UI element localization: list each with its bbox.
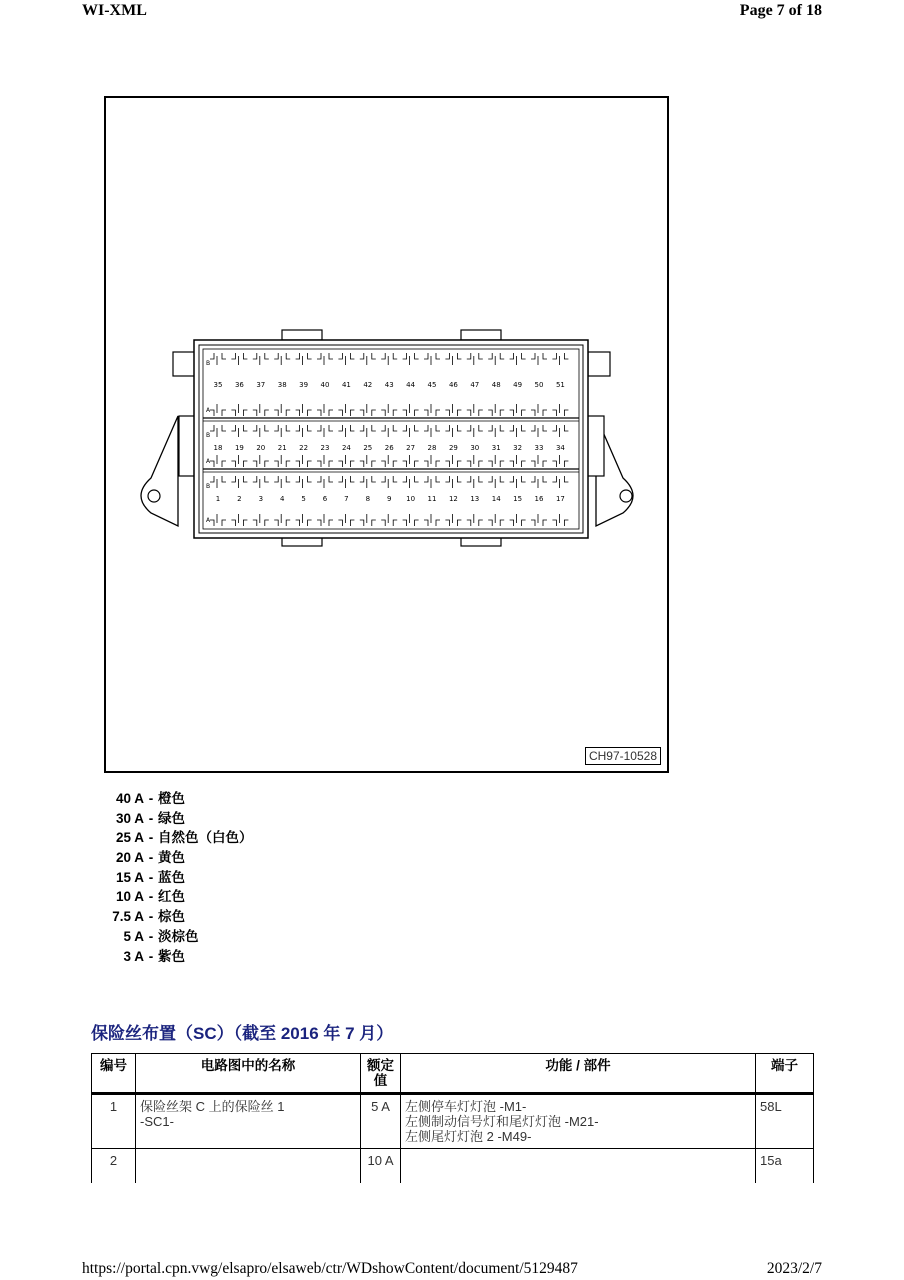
legend-separator: - bbox=[148, 909, 154, 925]
cell-terminal: 58L bbox=[756, 1094, 814, 1149]
legend-item bbox=[90, 868, 253, 888]
legend-color: 蓝色 bbox=[158, 869, 185, 885]
fuse-slot-number: 41 bbox=[341, 381, 351, 389]
cell-name bbox=[136, 1094, 361, 1149]
cell-name bbox=[136, 1149, 361, 1183]
fuse-slot-number: 33 bbox=[534, 444, 544, 452]
row-side-label: A bbox=[206, 458, 211, 465]
name-line: -SC1- bbox=[140, 1114, 174, 1129]
fuse-slot-number: 11 bbox=[427, 495, 437, 503]
cell-rating: 5 A bbox=[361, 1094, 401, 1149]
fuse-slot-number: 34 bbox=[555, 444, 565, 452]
fuse-slot-number: 18 bbox=[213, 444, 223, 452]
fuse-slot-number: 3 bbox=[258, 495, 264, 503]
function-line: 左侧停车灯灯泡 -M1- bbox=[405, 1099, 527, 1114]
fuse-slot-number: 25 bbox=[363, 444, 373, 452]
legend-item bbox=[90, 907, 253, 927]
fuse-holder-drawing bbox=[106, 98, 667, 771]
fuse-slot-number: 49 bbox=[513, 381, 523, 389]
figure-id-label: CH97-10528 bbox=[585, 747, 661, 765]
row-side-label: A bbox=[206, 407, 211, 414]
legend-color: 黄色 bbox=[158, 850, 185, 866]
legend-separator: - bbox=[148, 830, 154, 846]
col-header-terminal: 端子 bbox=[756, 1054, 814, 1094]
table-header-row bbox=[92, 1054, 814, 1094]
col-header-rating: 额定值 bbox=[361, 1054, 401, 1094]
section-title: 保险丝布置（SC）（截至 2016 年 7 月） bbox=[91, 1024, 394, 1043]
fuse-slot-number: 22 bbox=[299, 444, 309, 452]
legend-amperage: 10 A bbox=[115, 889, 144, 905]
name-line: 保险丝架 C 上的保险丝 1 bbox=[140, 1099, 285, 1114]
legend-item bbox=[90, 887, 253, 907]
fuse-slot-number: 26 bbox=[384, 444, 394, 452]
legend-separator: - bbox=[148, 948, 154, 964]
page-number: Page 7 of 18 bbox=[739, 2, 822, 19]
fuse-slot-number: 27 bbox=[406, 444, 416, 452]
fuse-slot-number: 8 bbox=[365, 495, 371, 503]
legend-amperage: 30 A bbox=[115, 810, 144, 826]
legend-amperage: 3 A bbox=[123, 948, 144, 964]
function-line: 左侧尾灯灯泡 2 -M49- bbox=[405, 1129, 532, 1144]
fuse-slot-number: 21 bbox=[277, 444, 287, 452]
legend-item bbox=[90, 848, 253, 868]
legend-item bbox=[90, 789, 253, 809]
table-row bbox=[92, 1149, 814, 1183]
legend-amperage: 25 A bbox=[115, 830, 144, 846]
col-header-name: 电路图中的名称 bbox=[136, 1054, 361, 1094]
fuse-slot-number: 5 bbox=[301, 495, 306, 503]
fuse-slot-number: 24 bbox=[341, 444, 351, 452]
legend-amperage: 5 A bbox=[123, 928, 144, 944]
fuse-slot-number: 48 bbox=[491, 381, 501, 389]
fuse-slot-number: 51 bbox=[555, 381, 565, 389]
fuse-slot-number: 46 bbox=[448, 381, 458, 389]
legend-separator: - bbox=[148, 889, 154, 905]
legend-amperage: 40 A bbox=[115, 791, 144, 806]
fuse-slot-number: 39 bbox=[299, 381, 309, 389]
fuse-slot-number: 35 bbox=[213, 381, 223, 389]
fuse-slot-number: 31 bbox=[491, 444, 501, 452]
fuse-slot-number: 29 bbox=[448, 444, 458, 452]
legend-item bbox=[90, 927, 253, 947]
fuse-slot-number: 38 bbox=[277, 381, 287, 389]
fuse-slot-number: 43 bbox=[384, 381, 394, 389]
fuse-slot-number: 4 bbox=[279, 495, 285, 503]
legend-separator: - bbox=[148, 869, 154, 885]
fuse-slot-number: 42 bbox=[363, 381, 373, 389]
legend-color: 红色 bbox=[158, 889, 185, 905]
fuse-slot-number: 19 bbox=[234, 444, 244, 452]
fuse-slot-number: 36 bbox=[234, 381, 244, 389]
fuse-slot-number: 40 bbox=[320, 381, 330, 389]
legend-item bbox=[90, 828, 253, 848]
col-header-number: 编号 bbox=[92, 1054, 136, 1094]
fuse-slot-number: 12 bbox=[448, 495, 458, 503]
cell-function bbox=[401, 1094, 756, 1149]
legend-item bbox=[90, 809, 253, 829]
row-side-label: A bbox=[206, 517, 211, 524]
fuse-slot-number: 14 bbox=[491, 495, 501, 503]
legend-amperage: 15 A bbox=[115, 869, 144, 885]
fuse-slot-number: 15 bbox=[513, 495, 523, 503]
fuse-slot-number: 23 bbox=[320, 444, 330, 452]
cell-number: 1 bbox=[92, 1094, 136, 1149]
fuse-slot-number: 32 bbox=[513, 444, 523, 452]
fuse-slot-number: 10 bbox=[406, 495, 416, 503]
legend-color: 绿色 bbox=[158, 810, 185, 826]
fuse-slot-number: 17 bbox=[555, 495, 565, 503]
fuse-slot-number: 37 bbox=[256, 381, 266, 389]
legend-amperage: 20 A bbox=[115, 850, 144, 866]
fuse-slot-number: 6 bbox=[322, 495, 328, 503]
fuse-slot-number: 9 bbox=[386, 495, 392, 503]
legend-separator: - bbox=[148, 791, 154, 806]
fuse-slot-number: 1 bbox=[215, 495, 221, 503]
fuse-slot-number: 2 bbox=[237, 495, 242, 503]
fuse-slot-number: 47 bbox=[470, 381, 480, 389]
row-side-label: B bbox=[206, 483, 211, 490]
fuse-slot-number: 30 bbox=[470, 444, 480, 452]
fuse-slot-number: 7 bbox=[344, 495, 349, 503]
fuse-color-legend bbox=[90, 789, 253, 966]
legend-separator: - bbox=[148, 850, 154, 866]
page-header-title: WI-XML bbox=[82, 2, 147, 19]
fuse-slot-number: 44 bbox=[406, 381, 416, 389]
legend-color: 自然色（白色） bbox=[158, 830, 253, 846]
legend-amperage: 7.5 A bbox=[112, 909, 144, 925]
fuse-slot-number: 45 bbox=[427, 381, 437, 389]
cell-number: 2 bbox=[92, 1149, 136, 1183]
col-header-function: 功能 / 部件 bbox=[401, 1054, 756, 1094]
fuse-slot-number: 50 bbox=[534, 381, 544, 389]
fuse-box-diagram bbox=[104, 96, 669, 773]
legend-color: 紫色 bbox=[158, 948, 185, 964]
page-url: https://portal.cpn.vwg/elsapro/elsaweb/ctr/WDshowContent/document/5129487 bbox=[82, 1260, 578, 1277]
row-side-label: B bbox=[206, 360, 211, 367]
fuse-slot-number: 28 bbox=[427, 444, 437, 452]
cell-rating: 10 A bbox=[361, 1149, 401, 1183]
legend-separator: - bbox=[148, 928, 154, 944]
cell-function bbox=[401, 1149, 756, 1183]
row-side-label: B bbox=[206, 432, 211, 439]
function-line: 左侧制动信号灯和尾灯灯泡 -M21- bbox=[405, 1114, 599, 1129]
fuse-slot-number: 16 bbox=[534, 495, 544, 503]
legend-separator: - bbox=[148, 810, 154, 826]
fuse-assignment-table bbox=[91, 1053, 814, 1183]
legend-color: 淡棕色 bbox=[158, 928, 199, 944]
legend-item bbox=[90, 947, 253, 967]
fuse-slot-number: 20 bbox=[256, 444, 266, 452]
legend-color: 棕色 bbox=[158, 909, 185, 925]
table-row bbox=[92, 1094, 814, 1149]
legend-color: 橙色 bbox=[158, 791, 185, 806]
print-date: 2023/2/7 bbox=[766, 1260, 822, 1277]
fuse-slot-number: 13 bbox=[470, 495, 480, 503]
cell-terminal: 15a bbox=[756, 1149, 814, 1183]
